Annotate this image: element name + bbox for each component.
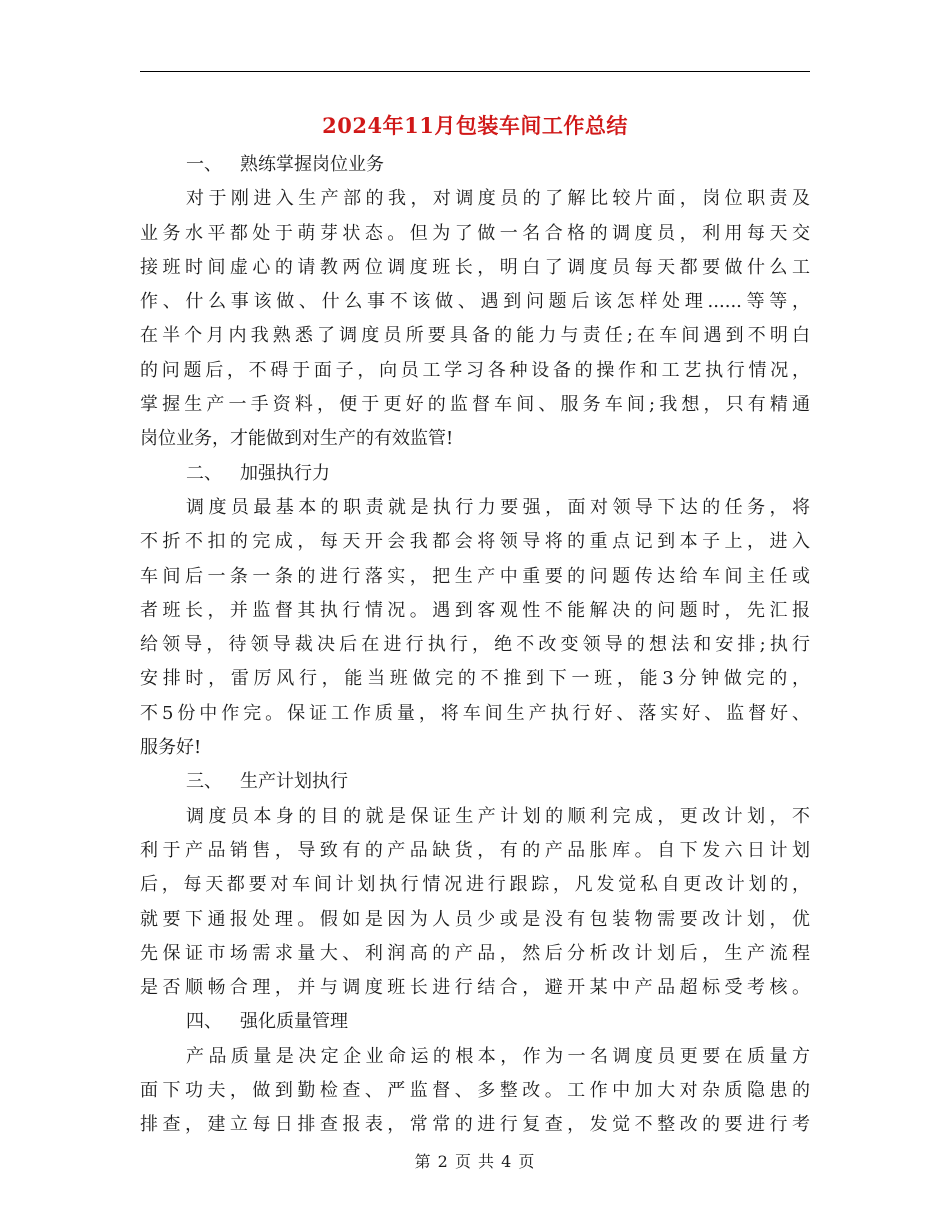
section-title: 熟练掌握岗位业务 — [240, 154, 384, 175]
paragraph-line: 就要下通报处理。假如是因为人员少或是没有包装物需要改计划，优 — [140, 908, 810, 930]
paragraph-line: 面下功夫，做到勤检查、严监督、多整改。工作中加大对杂质隐患的 — [140, 1080, 810, 1102]
paragraph-line: 作、什么事该做、什么事不该做、遇到问题后该怎样处理......等等， — [140, 291, 810, 313]
paragraph-line: 利于产品销售，导致有的产品缺货，有的产品胀库。自下发六日计划 — [140, 839, 810, 861]
section-number: 四、 — [186, 1011, 222, 1033]
document-title: 2024年11月包装车间工作总结 — [322, 113, 628, 138]
paragraph-line: 调度员最基本的职责就是执行力要强，面对领导下达的任务，将 — [186, 496, 810, 518]
paragraph-line: 服务好! — [140, 737, 202, 759]
header-rule — [140, 71, 810, 72]
paragraph-line: 不5份中作完。保证工作质量，将车间生产执行好、落实好、监督好、 — [140, 702, 810, 724]
paragraph-line: 先保证市场需求量大、利润高的产品，然后分析改计划后，生产流程 — [140, 942, 810, 964]
section-title: 加强执行力 — [240, 462, 330, 484]
section-title: 生产计划执行 — [240, 771, 348, 793]
section-heading-4 — [140, 1005, 810, 1039]
section-title: 强化质量管理 — [240, 1011, 348, 1033]
paragraph-line: 对于刚进入生产部的我，对调度员的了解比较片面，岗位职责及 — [186, 188, 810, 210]
paragraph-line: 是否顺畅合理，并与调度班长进行结合，避开某中产品超标受考核。 — [140, 977, 810, 999]
paragraph-line: 安排时，雷厉风行，能当班做完的不推到下一班，能3分钟做完的， — [140, 668, 810, 690]
page-footer: 第 2 页 共 4 页 — [414, 1152, 536, 1171]
section-number: 三、 — [186, 771, 222, 793]
paragraph-line: 给领导，待领导裁决后在进行执行，绝不改变领导的想法和安排;执行 — [140, 634, 810, 656]
section-number: 一、 — [186, 154, 222, 175]
paragraph-line: 的问题后，不碍于面子，向员工学习各种设备的操作和工艺执行情况， — [140, 359, 810, 381]
paragraph-line: 产品质量是决定企业命运的根本，作为一名调度员更要在质量方 — [186, 1045, 810, 1067]
paragraph-line: 不折不扣的完成，每天开会我都会将领导将的重点记到本子上，进入 — [140, 531, 810, 553]
paragraph-line: 接班时间虚心的请教两位调度班长，明白了调度员每天都要做什么工 — [140, 256, 810, 278]
section-number: 二、 — [186, 462, 222, 484]
section-heading-2 — [140, 457, 810, 491]
paragraph-line: 车间后一条一条的进行落实，把生产中重要的问题传达给车间主任或 — [140, 565, 810, 587]
paragraph-line: 后，每天都要对车间计划执行情况进行跟踪，凡发觉私自更改计划的， — [140, 874, 810, 896]
paragraph-line: 在半个月内我熟悉了调度员所要具备的能力与责任;在车间遇到不明白 — [140, 325, 810, 347]
paragraph-line: 调度员本身的目的就是保证生产计划的顺利完成，更改计划，不 — [186, 805, 810, 827]
section-heading-3 — [140, 765, 810, 799]
paragraph-line: 业务水平都处于萌芽状态。但为了做一名合格的调度员，利用每天交 — [140, 222, 810, 244]
paragraph-line: 排查，建立每日排查报表，常常的进行复查，发觉不整改的要进行考 — [140, 1114, 810, 1136]
paragraph-line: 者班长，并监督其执行情况。遇到客观性不能解决的问题时，先汇报 — [140, 599, 810, 621]
paragraph-line: 掌握生产一手资料，便于更好的监督车间、服务车间;我想，只有精通 — [140, 394, 810, 416]
section-heading-1 — [140, 148, 810, 182]
document-body — [140, 148, 810, 1143]
paragraph-line: 岗位业务，才能做到对生产的有效监管! — [140, 428, 454, 450]
